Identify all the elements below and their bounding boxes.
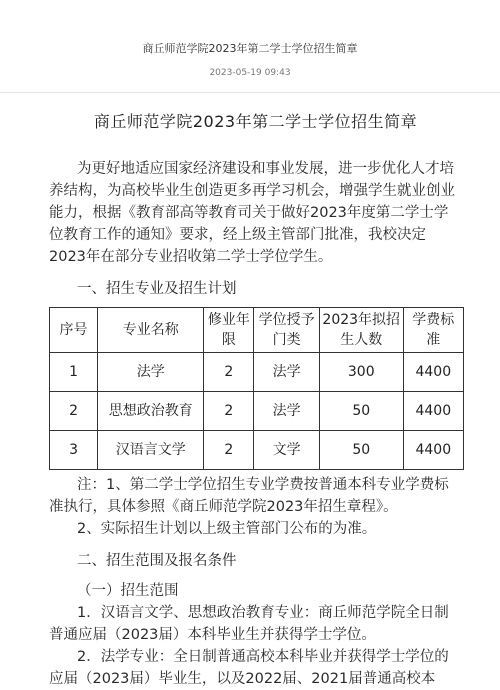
- table-cell: 4400: [403, 353, 463, 392]
- plan-note: 2、实际招生计划以上级主管部门公布的为准。: [77, 521, 377, 537]
- table-cell: 2: [204, 353, 254, 392]
- table-row: [50, 353, 464, 392]
- subsection-heading-scope: （一）招生范围: [77, 583, 179, 599]
- enrollment-plan-table: [49, 307, 464, 470]
- table-cell: 2: [204, 431, 254, 470]
- fee-note: 注：1、第二学士学位招生专业学费按普通本科专业学费标准执行，具体参照《商丘师范学院2023年招生章程》。: [49, 477, 449, 515]
- header-divider: [0, 92, 500, 93]
- table-header-cell: 修业年限: [204, 308, 254, 353]
- table-cell: 1: [50, 353, 98, 392]
- section-heading-scope: 二、招生范围及报名条件: [77, 553, 237, 569]
- intro-paragraph: 为更好地适应国家经济建设和事业发展，进一步优化人才培养结构，为高校毕业生创造更多再学习机会，增强学生就业创业能力，根据《教育部高等教育司关于做好2023年度第二学士学位教育工作的通知》要求，经上级主管部门批准，我校决定2023年在部分专业招收第二学士学位学生。: [49, 161, 455, 265]
- table-cell: 法学: [98, 353, 204, 392]
- article-timestamp: 2023-05-19 09:43: [209, 68, 291, 78]
- article-header: [0, 0, 500, 78]
- table-cell: 思想政治教育: [98, 392, 204, 431]
- table-row: [50, 431, 464, 470]
- scope-item-2: 2．法学专业：全日制普通高校本科毕业并获得学士学位的应届（2023届）毕业生，以及2022届、2021届普通高校本: [49, 649, 449, 687]
- table-cell: 文学: [254, 431, 320, 470]
- document-title: 商丘师范学院2023年第二学士学位招生简章: [93, 112, 418, 131]
- table-cell: 法学: [254, 353, 320, 392]
- article-header-title: 商丘师范学院2023年第二学士学位招生简章: [142, 42, 358, 55]
- table-header-cell: 学位授予门类: [254, 308, 320, 353]
- table-cell: 汉语言文学: [98, 431, 204, 470]
- table-cell: 3: [50, 431, 98, 470]
- document-image: [49, 100, 462, 687]
- table-cell: 50: [319, 431, 403, 470]
- table-header-cell: 专业名称: [98, 308, 204, 353]
- table-cell: 4400: [403, 392, 463, 431]
- table-header-cell: 序号: [50, 308, 98, 353]
- table-cell: 2: [50, 392, 98, 431]
- section-heading-plan: 一、招生专业及招生计划: [77, 281, 237, 297]
- table-cell: 4400: [403, 431, 463, 470]
- table-row: [50, 392, 464, 431]
- table-cell: 2: [204, 392, 254, 431]
- table-header-cell: 2023年拟招生人数: [319, 308, 403, 353]
- table-header-row: [50, 308, 464, 353]
- scope-item-1: 1．汉语言文学、思想政治教育专业：商丘师范学院全日制普通应届（2023届）本科毕业生并获得学士学位。: [49, 605, 449, 643]
- table-header-cell: 学费标准: [403, 308, 463, 353]
- table-cell: 300: [319, 353, 403, 392]
- table-cell: 50: [319, 392, 403, 431]
- table-cell: 法学: [254, 392, 320, 431]
